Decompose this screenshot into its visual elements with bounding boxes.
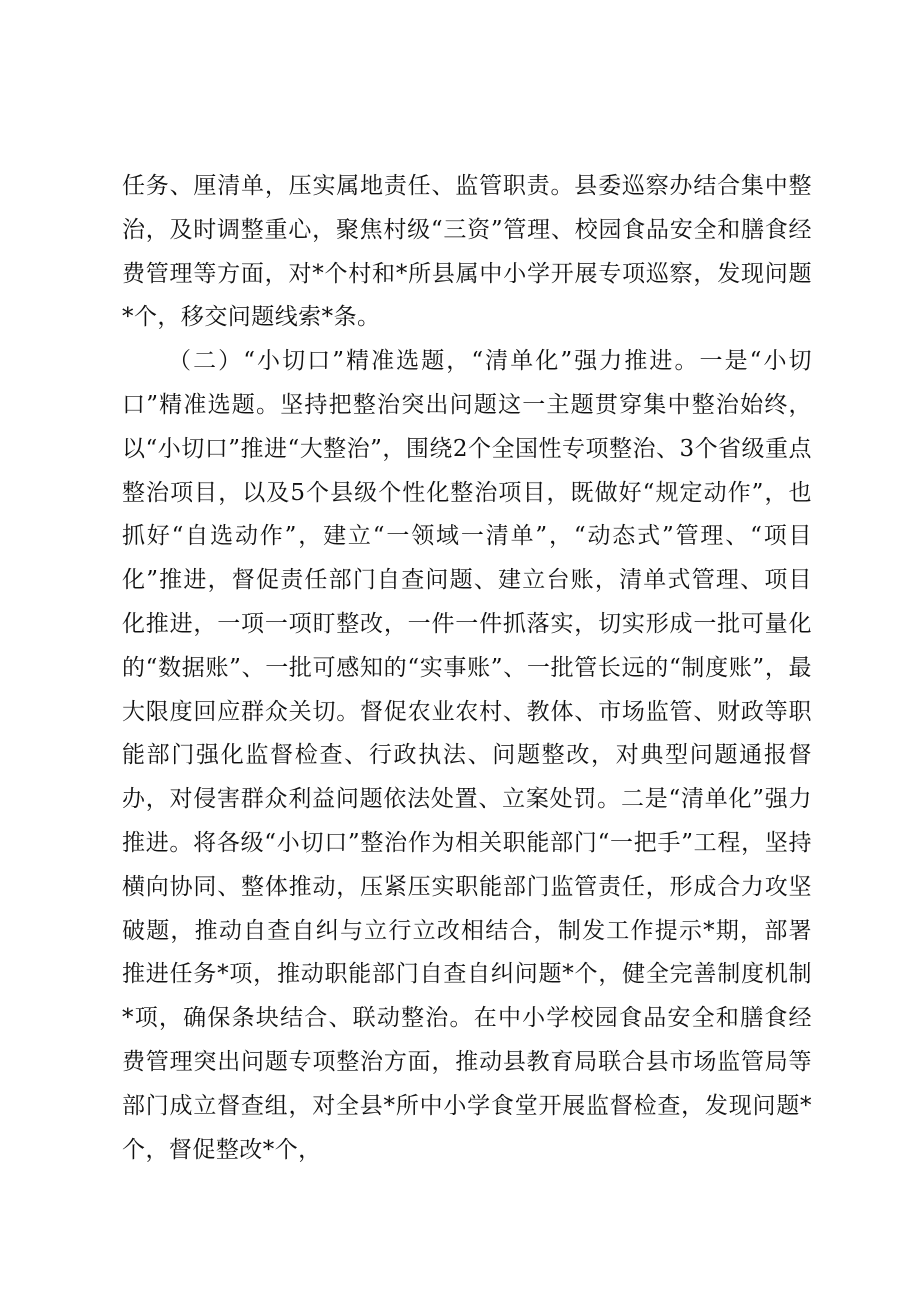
- document-body: [122, 165, 812, 1172]
- paragraph-continuation: 任务、厘清单，压实属地责任、监管职责。县委巡察办结合集中整治，及时调整重心，聚焦村级“三资”管理、校园食品安全和膳食经费管理等方面，对*个村和*所县属中小学开展专项巡察，发现问题*个，移交问题线索*条。: [122, 173, 812, 331]
- paragraph-section-two: （二）“小切口”精准选题，“清单化”强力推进。一是“小切口”精准选题。坚持把整治突出问题这一主题贯穿集中整治始终，以“小切口”推进“大整治”，围绕2个全国性专项整治、3个省级重点整治项目，以及5个县级个性化整治项目，既做好“规定动作”，也抓好“自选动作”，建立“一领域一清单”，“动态式”管理、“项目化”推进，督促责任部门自查问题、建立台账，清单式管理、项目化推进，一项一项盯整改，一件一件抓落实，切实形成一批可量化的“数据账”、一批可感知的“实事账”、一批管长远的“制度账”，最大限度回应群众关切。督促农业农村、教体、市场监管、财政等职能部门强化监督检查、行政执法、问题整改，对典型问题通报督办，对侵害群众利益问题依法处置、立案处罚。二是“清单化”强力推进。将各级“小切口”整治作为相关职能部门“一把手”工程，坚持横向协同、整体推动，压紧压实职能部门监管责任，形成合力攻坚破题，推动自查自纠与立行立改相结合，制发工作提示*期，部署推进任务*项，推动职能部门自查自纠问题*个，健全完善制度机制*项，确保条块结合、联动整治。在中小学校园食品安全和膳食经费管理突出问题专项整治方面，推动县教育局联合县市场监管局等部门成立督查组，对全县*所中小学食堂开展监督检查，发现问题*个，督促整改*个，: [122, 348, 812, 1163]
